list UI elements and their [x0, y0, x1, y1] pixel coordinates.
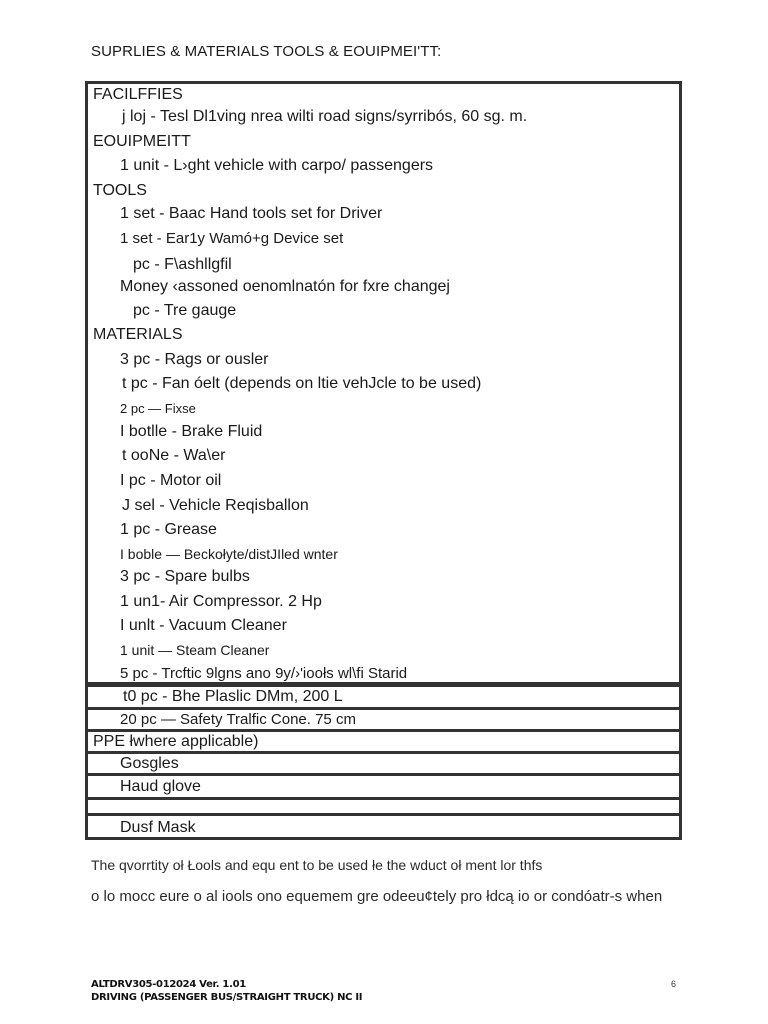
materials-item: 3 pc - Spare bulbs: [120, 568, 250, 585]
tools-title: TOOLS: [93, 182, 147, 199]
ppe-title: PPE łwhere applicable): [93, 733, 259, 750]
footer-title: DRIVING (PASSENGER BUS/STRAIGHT TRUCK) NC II: [91, 992, 363, 1003]
materials-item: 1 unit — Steam Cleaner: [120, 642, 270, 658]
materials-item: 2 pc — Fixse: [120, 401, 196, 416]
ppe-row: [85, 813, 682, 840]
tools-item: Money ‹assoned oenomlnatón for fxre changej: [120, 278, 450, 295]
tools-item: pc - Tre gauge: [133, 302, 237, 319]
ppe-item: Gosgles: [120, 755, 179, 772]
ppe-item: Haud glove: [120, 778, 201, 795]
equipment-title: EOUIPMEITT: [93, 133, 191, 150]
materials-item: 3 pc - Rags or ousler: [120, 351, 269, 368]
materials-item: I unlt - Vacuum Cleaner: [120, 617, 287, 634]
tools-item: 1 set - Baac Hand tools set for Driver: [120, 205, 383, 222]
materials-item: 1 un1- Air Compressor. 2 Hp: [120, 593, 322, 610]
tools-item: pc - F\ashllgfil: [133, 256, 232, 273]
ppe-row: [85, 773, 682, 800]
materials-item: t pc - Fan óelt (depends on ltie vehJcle to be used): [122, 375, 482, 392]
boxed-row-text: 20 pc — Safety Tralfic Cone. 75 cm: [120, 711, 356, 728]
materials-item: 5 pc - Trcftic 9lgns ano 9y/›'ioołs wl\fi Starid: [120, 665, 408, 682]
ppe-item: Dusf Mask: [120, 819, 196, 836]
equipment-item: 1 unit - L›ght vehicle with carpo/ passengers: [120, 157, 434, 174]
page-heading: SUPRLIES & MATERIALS TOOLS & EOUIPMEI'TT:: [91, 43, 442, 60]
paragraph-line: o lo mocc eure o al iools ono equemem gre odeeu¢tely pro łdcą io or condóatr-s when: [91, 888, 663, 905]
facilities-title: FACILFFIES: [93, 86, 183, 103]
materials-item: I botlle - Brake Fluid: [120, 423, 263, 440]
materials-item: t ooNe - Wa\er: [122, 447, 226, 464]
materials-title: MATERIALS: [93, 326, 183, 343]
materials-item: I pc - Motor oil: [120, 472, 222, 489]
page-number: 6: [671, 979, 677, 989]
boxed-row-text: t0 pc - Bhe Plaslic DMm, 200 L: [123, 688, 343, 705]
materials-item: 1 pc - Grease: [120, 521, 217, 538]
footer-code: ALTDRV305-012024 Ver. 1.01: [91, 979, 246, 990]
facilities-item: j loj - Tesl Dl1ving nrea wilti road signs/syrribós, 60 sg. m.: [122, 108, 528, 125]
paragraph-line: The qvorrtity oł Łools and equ ent to be used łe the wduct oł ment lor thfs: [91, 857, 543, 873]
materials-item: J sel - Vehicle Reqisballon: [122, 497, 309, 514]
materials-item: I boble — Beckołyte/distJIled wnter: [120, 546, 338, 562]
tools-item: 1 set - Ear1y Wamó+g Device set: [120, 230, 344, 247]
